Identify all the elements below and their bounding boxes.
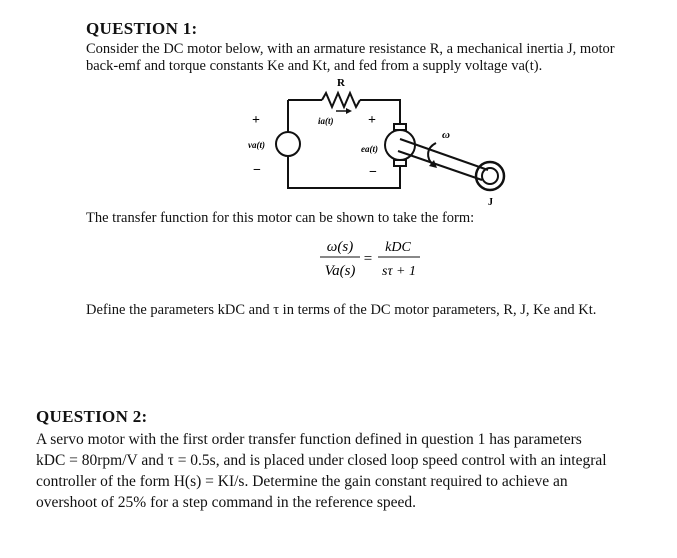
transfer-function-intro: The transfer function for this motor can be shown to take the form: xyxy=(86,210,475,226)
question-2-body-line3: controller of the form H(s) = KI/s. Determine the gain constant required to achieve an xyxy=(36,473,568,490)
current-arrow-head xyxy=(346,108,352,114)
inertia-disc-outer xyxy=(476,162,504,190)
resistor-zigzag xyxy=(322,93,360,107)
voltage-source xyxy=(276,132,300,156)
question-2-body-line2: kDC = 80rpm/V and τ = 0.5s, and is placed under closed loop speed control with an integral xyxy=(36,452,607,469)
inertia-label: J xyxy=(488,197,493,208)
resistor-label: R xyxy=(337,77,345,89)
eq-numerator-right: kDC xyxy=(385,240,411,255)
question-2-body-line1: A servo motor with the first order transfer function defined in question 1 has parameters xyxy=(36,431,582,448)
transfer-function-equation xyxy=(318,234,448,286)
emf-label: ea(t) xyxy=(361,144,378,154)
supply-voltage-label: va(t) xyxy=(248,140,265,150)
question-1-intro-line1: Consider the DC motor below, with an armature resistance R, a mechanical inertia J, motor xyxy=(86,41,615,57)
supply-plus: + xyxy=(252,113,260,128)
define-parameters-text: Define the parameters kDC and τ in terms of the DC motor parameters, R, J, Ke and Kt. xyxy=(86,302,597,318)
eq-equals: = xyxy=(363,251,373,267)
inertia-disc-inner xyxy=(482,168,498,184)
motor-shaft-edge-upper xyxy=(400,139,488,170)
question-1-intro-line2: back-emf and torque constants Ke and Kt, and fed from a supply voltage va(t). xyxy=(86,58,543,74)
emf-minus: − xyxy=(369,165,377,180)
omega-label: ω xyxy=(442,129,450,141)
question-2-body-line4: overshoot of 25% for a step command in the reference speed. xyxy=(36,494,417,511)
question-1-heading: QUESTION 1: xyxy=(86,19,198,38)
circuit-wire-bottom xyxy=(288,156,400,188)
emf-plus: + xyxy=(368,113,376,128)
circuit-wire-top-right xyxy=(360,100,400,124)
motor-shaft-edge-lower xyxy=(398,151,482,180)
question-2-heading: QUESTION 2: xyxy=(36,407,148,426)
supply-minus: − xyxy=(253,163,261,178)
eq-denominator-right: sτ + 1 xyxy=(382,264,416,279)
dc-motor-circuit-diagram xyxy=(230,72,530,212)
eq-denominator-left: Va(s) xyxy=(324,263,356,279)
current-label: ia(t) xyxy=(318,116,334,126)
eq-numerator-left: ω(s) xyxy=(326,239,354,255)
